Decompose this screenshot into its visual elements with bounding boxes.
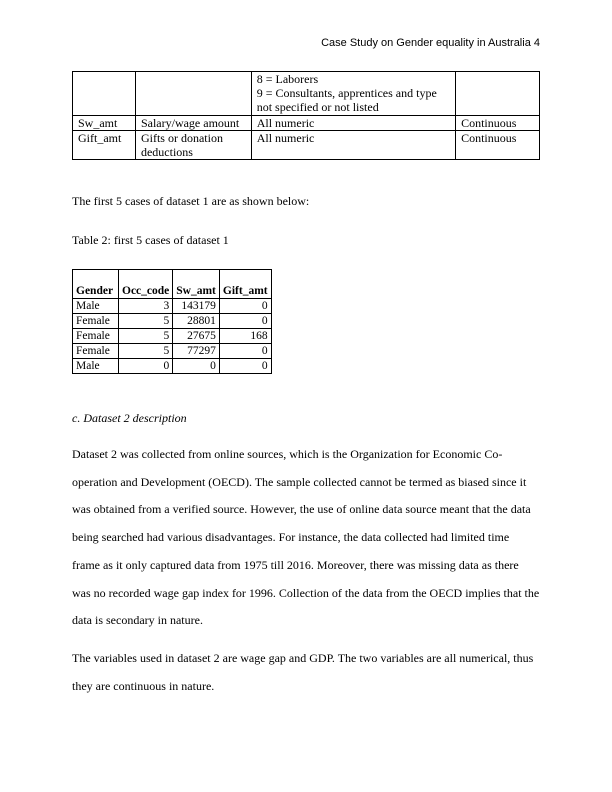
table-row [73,314,272,329]
table-cell: 3 [119,299,173,314]
variable-table [72,71,540,160]
table-cell: 77297 [173,344,220,359]
variable-type-cell: Continuous [456,131,540,160]
table-cell: 168 [219,329,271,344]
section-heading: c. Dataset 2 description [72,411,187,425]
values-line: 8 = Laborers [256,72,319,86]
table-row [73,299,272,314]
table-cell: 28801 [173,314,220,329]
table-cell: Female [73,344,119,359]
variable-values-cell: All numeric [251,131,455,160]
table-cell: Male [73,299,119,314]
table-cell: 0 [119,359,173,374]
variable-description-cell: Salary/wage amount [135,116,251,131]
column-header: Occ_code [119,270,173,299]
table-cell: 0 [173,359,220,374]
variable-type-cell [456,72,540,116]
table-cell: 0 [219,344,271,359]
table-header-row [73,270,272,299]
column-header: Gift_amt [219,270,271,299]
paragraph-variables: The variables used in dataset 2 are wage gap and GDP. The two variables are all numerical, thus they are continuous in nature. [72,651,534,693]
table-cell: Male [73,359,119,374]
intro-sentence: The first 5 cases of dataset 1 are as shown below: [72,194,310,208]
table-cell: 0 [219,314,271,329]
variable-values-cell: All numeric [251,116,455,131]
table-row [73,116,540,131]
table-cell: 0 [219,359,271,374]
table-cell: Female [73,314,119,329]
table-row [73,359,272,374]
variable-name-cell: Sw_amt [73,116,136,131]
table-cell: 143179 [173,299,220,314]
column-header: Sw_amt [173,270,220,299]
table-row [73,131,540,160]
table-row [73,72,540,116]
table-row [73,329,272,344]
running-head: Case Study on Gender equality in Australia 4 [321,37,540,49]
column-header: Gender [73,270,119,299]
variable-name-cell [73,72,136,116]
variable-description-cell: Gifts or donation deductions [135,131,251,160]
variable-description-cell [135,72,251,116]
table-cell: 0 [219,299,271,314]
table-cell: 5 [119,344,173,359]
table-caption: Table 2: first 5 cases of dataset 1 [72,233,229,247]
variable-name-cell: Gift_amt [73,131,136,160]
paragraph-dataset2: Dataset 2 was collected from online sources, which is the Organization for Economic Co-operation and Development (OECD). The sample collected cannot be termed as biased since it was obtained from a verified source. However, the use of online data source meant that the data being searched had various disadvantages. For instance, the data collected had limited time frame as it only captured data from 1975 till 2016. Moreover, there was missing data as there was no recorded wage gap index for 1996. Collection of the data from the OECD implies that the data is secondary in nature. [72,447,540,628]
cases-table [72,269,272,374]
values-line: not specified or not listed [256,100,379,114]
table-cell: 5 [119,314,173,329]
table-cell: 27675 [173,329,220,344]
variable-values-cell [251,72,455,116]
variable-type-cell: Continuous [456,116,540,131]
table-cell: Female [73,329,119,344]
table-row [73,344,272,359]
values-line: 9 = Consultants, apprentices and type [256,86,437,100]
table-cell: 5 [119,329,173,344]
